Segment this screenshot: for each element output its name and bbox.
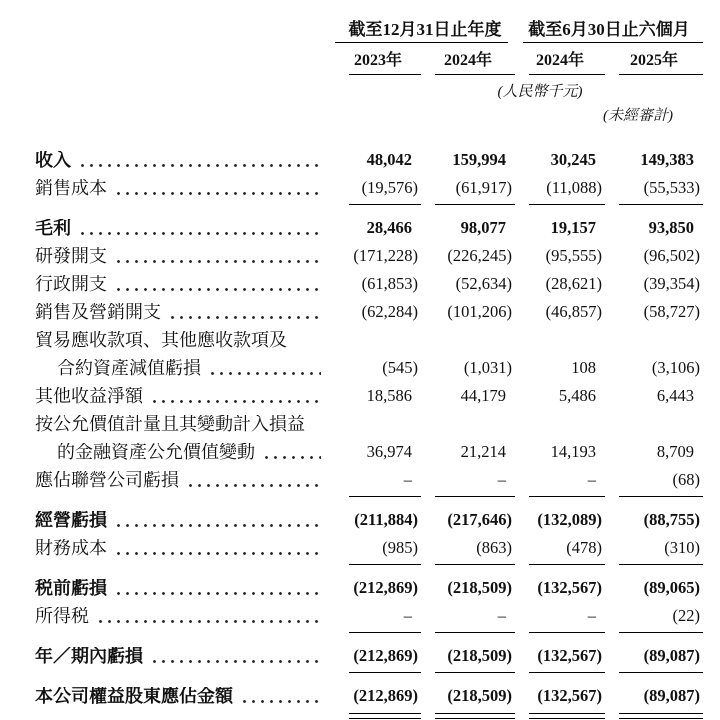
cell-value: (58,727): [643, 301, 700, 321]
cell-value: 93,850: [648, 217, 694, 237]
column-header-2025-interim: 2025年: [629, 52, 678, 69]
cell-value: (863): [476, 537, 512, 557]
dot-leader: [114, 523, 321, 528]
cell-value: (226,245): [447, 245, 512, 265]
cell-value: (212,869): [353, 685, 418, 705]
dot-leader: [78, 231, 321, 236]
dot-leader: [114, 259, 321, 264]
row-label: 財務成本: [35, 539, 107, 557]
cell-value: 108: [571, 357, 596, 377]
cell-value: (132,567): [537, 577, 602, 597]
cell-value: (132,567): [537, 645, 602, 665]
cell-value: (132,089): [537, 509, 602, 529]
cell-value: (3,106): [651, 357, 700, 377]
cell-value: (1,031): [463, 357, 512, 377]
currency-unit-note: (人民幣千元): [497, 83, 583, 100]
row-label: 銷售及營銷開支: [35, 303, 161, 321]
cell-value: 5,486: [558, 385, 596, 405]
cell-value: 14,193: [550, 441, 596, 461]
row-label: 的金融資產公允價值變動: [57, 443, 255, 461]
cell-value: 19,157: [550, 217, 596, 237]
row-label: 按公允價值計量且其變動計入損益: [35, 415, 305, 433]
cell-value: 28,466: [366, 217, 412, 237]
cell-value: 36,974: [366, 441, 412, 461]
row-label: 所得税: [35, 607, 89, 625]
row-label: 其他收益淨額: [35, 387, 143, 405]
row-revenue: [35, 146, 720, 174]
row-label: 研發開支: [35, 247, 107, 265]
cell-value: (171,228): [353, 245, 418, 265]
column-group-annual: 截至12月31日止年度: [348, 20, 502, 39]
row-other-net-income: [35, 382, 720, 410]
dot-leader: [78, 163, 321, 168]
row-selling-marketing-expenses: [35, 298, 720, 326]
cell-value: (985): [382, 537, 418, 557]
row-loss-for-period: [35, 642, 720, 670]
cell-value: (310): [664, 537, 700, 557]
row-label: 毛利: [35, 219, 71, 237]
cell-value: (211,884): [354, 509, 418, 529]
cell-value: (89,065): [643, 577, 700, 597]
row-fvtpl-line2: [35, 438, 720, 466]
dot-leader: [96, 619, 321, 624]
subtotal-rule: [35, 631, 720, 633]
dot-leader: [114, 551, 321, 556]
cell-value: (88,755): [643, 509, 700, 529]
cell-value: 8,709: [656, 441, 694, 461]
cell-value: (101,206): [447, 301, 512, 321]
row-fvtpl-line1: [35, 410, 720, 438]
row-label: 銷售成本: [35, 179, 107, 197]
subtotal-rule: [35, 563, 720, 565]
cell-value: (89,087): [643, 645, 700, 665]
cell-value: (28,621): [545, 273, 602, 293]
row-impairment-loss-line2: [35, 354, 720, 382]
cell-value: (545): [382, 357, 418, 377]
cell-value: (39,354): [643, 273, 700, 293]
cell-value: (218,509): [447, 577, 512, 597]
row-label: 經營虧損: [35, 511, 107, 529]
row-label: 年／期內虧損: [35, 647, 143, 665]
cell-value: (212,869): [353, 645, 418, 665]
cell-value: 44,179: [460, 385, 506, 405]
cell-value: (132,567): [537, 685, 602, 705]
dot-leader: [114, 191, 321, 196]
cell-value: 159,994: [452, 149, 506, 169]
cell-value: (61,917): [455, 177, 512, 197]
subtotal-rule: [35, 203, 720, 205]
cell-value: –: [497, 605, 506, 625]
row-label: 應佔聯營公司虧損: [35, 471, 179, 489]
dot-leader: [186, 483, 321, 488]
cell-value: (95,555): [545, 245, 602, 265]
cell-value: (52,634): [455, 273, 512, 293]
row-finance-costs: [35, 534, 720, 562]
row-cost-of-sales: [35, 174, 720, 202]
row-impairment-loss-line1: [35, 326, 720, 354]
dot-leader: [150, 399, 321, 404]
unit-note-row: [35, 78, 720, 102]
subtotal-rule: [35, 671, 720, 673]
column-group-interim: 截至6月30日止六個月: [528, 20, 690, 39]
dot-leader: [114, 287, 321, 292]
cell-value: –: [403, 469, 412, 489]
row-admin-expenses: [35, 270, 720, 298]
table-header-years: [35, 45, 720, 72]
cell-value: (478): [566, 537, 602, 557]
cell-value: (218,509): [447, 685, 512, 705]
cell-value: 6,443: [656, 385, 694, 405]
row-label: 合約資產減值虧損: [57, 359, 201, 377]
unaudited-note: (未經審計): [603, 107, 673, 124]
column-header-2024: 2024年: [443, 52, 492, 69]
row-gross-profit: [35, 214, 720, 242]
row-attributable-to-shareholders: [35, 682, 720, 710]
cell-value: (55,533): [643, 177, 700, 197]
cell-value: 21,214: [460, 441, 506, 461]
cell-value: (62,284): [361, 301, 418, 321]
dot-leader: [168, 315, 321, 320]
row-label: 貿易應收款項、其他應收款項及: [35, 331, 287, 349]
row-operating-loss: [35, 506, 720, 534]
dot-leader: [150, 659, 321, 664]
cell-value: (89,087): [643, 685, 700, 705]
cell-value: (96,502): [643, 245, 700, 265]
cell-value: (61,853): [361, 273, 418, 293]
cell-value: 98,077: [460, 217, 506, 237]
cell-value: –: [497, 469, 506, 489]
row-label: 税前虧損: [35, 579, 107, 597]
row-income-tax: [35, 602, 720, 630]
cell-value: (218,509): [447, 645, 512, 665]
row-label: 收入: [35, 151, 71, 169]
audit-note-row: [35, 102, 720, 126]
row-rd-expenses: [35, 242, 720, 270]
cell-value: 48,042: [366, 149, 412, 169]
dot-leader: [208, 371, 321, 376]
row-label: 本公司權益股東應佔金額: [35, 687, 233, 705]
cell-value: 149,383: [640, 149, 694, 169]
row-share-of-losses-associates: [35, 466, 720, 494]
header-group-rule: [35, 40, 720, 43]
cell-value: (22): [672, 605, 700, 625]
table-header-groups: [35, 14, 720, 40]
dot-leader: [262, 455, 321, 460]
cell-value: 18,586: [366, 385, 412, 405]
dot-leader: [114, 591, 321, 596]
cell-value: (11,088): [546, 177, 602, 197]
cell-value: (68): [672, 469, 700, 489]
column-header-2024-interim: 2024年: [535, 52, 584, 69]
cell-value: 30,245: [550, 149, 596, 169]
grand-total-double-rule: [35, 713, 720, 719]
cell-value: –: [587, 605, 596, 625]
row-label: 行政開支: [35, 275, 107, 293]
header-year-rule: [35, 72, 720, 75]
cell-value: (217,646): [447, 509, 512, 529]
cell-value: –: [587, 469, 596, 489]
cell-value: (46,857): [545, 301, 602, 321]
cell-value: (212,869): [353, 577, 418, 597]
column-header-2023: 2023年: [353, 52, 402, 69]
cell-value: –: [403, 605, 412, 625]
dot-leader: [240, 699, 321, 704]
subtotal-rule: [35, 495, 720, 497]
row-loss-before-tax: [35, 574, 720, 602]
cell-value: (19,576): [361, 177, 418, 197]
